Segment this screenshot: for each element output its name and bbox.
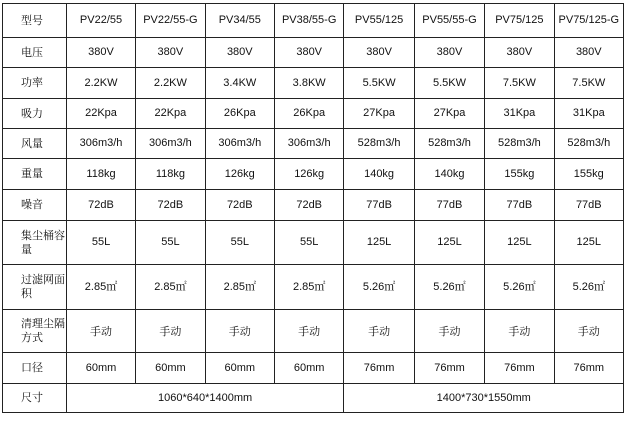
spec-value: 2.85㎡ [274,265,343,310]
spec-value: 55L [66,221,135,265]
spec-value: 126kg [205,159,274,190]
header-label: 型号 [3,4,67,38]
spec-value: 22Kpa [136,99,205,129]
spec-value: 2.85㎡ [205,265,274,310]
spec-label: 电压 [3,38,67,68]
spec-value: 72dB [66,190,135,221]
spec-value: 55L [205,221,274,265]
spec-value: 306m3/h [136,129,205,159]
spec-label: 功率 [3,68,67,99]
spec-value: 22Kpa [66,99,135,129]
spec-value: 5.26㎡ [344,265,414,310]
spec-row [3,190,624,221]
spec-row [3,353,624,384]
spec-value: 5.26㎡ [554,265,623,310]
spec-value: 2.85㎡ [136,265,205,310]
spec-row [3,265,624,310]
spec-label: 风量 [3,129,67,159]
spec-value: 2.85㎡ [66,265,135,310]
spec-label: 吸力 [3,99,67,129]
spec-label: 口径 [3,353,67,384]
spec-value: 手动 [414,310,484,353]
spec-value: 126kg [274,159,343,190]
spec-row [3,310,624,353]
spec-value: 306m3/h [274,129,343,159]
spec-label: 重量 [3,159,67,190]
spec-value: 手动 [485,310,554,353]
spec-value: 26Kpa [274,99,343,129]
spec-value: 60mm [136,353,205,384]
spec-value: 76mm [344,353,414,384]
spec-value: 5.26㎡ [414,265,484,310]
model-name: PV22/55 [66,4,135,38]
spec-value: 380V [136,38,205,68]
header-row [3,4,624,38]
spec-value: 306m3/h [66,129,135,159]
spec-value: 380V [66,38,135,68]
spec-row [3,38,624,68]
spec-value: 306m3/h [205,129,274,159]
model-name: PV55/125 [344,4,414,38]
spec-value: 手动 [344,310,414,353]
spec-label: 噪音 [3,190,67,221]
size-value: 1400*730*1550mm [344,384,624,413]
spec-value: 76mm [554,353,623,384]
spec-value: 27Kpa [344,99,414,129]
spec-row [3,68,624,99]
spec-row [3,129,624,159]
spec-value: 手动 [554,310,623,353]
spec-value: 528m3/h [414,129,484,159]
model-name: PV55/55-G [414,4,484,38]
size-row [3,384,624,413]
spec-value: 手动 [205,310,274,353]
spec-value: 125L [344,221,414,265]
spec-value: 380V [414,38,484,68]
spec-value: 125L [414,221,484,265]
spec-value: 72dB [205,190,274,221]
spec-value: 31Kpa [485,99,554,129]
spec-value: 77dB [344,190,414,221]
model-name: PV34/55 [205,4,274,38]
spec-value: 手动 [274,310,343,353]
spec-value: 60mm [274,353,343,384]
spec-value: 5.26㎡ [485,265,554,310]
spec-value: 380V [344,38,414,68]
spec-value: 7.5KW [485,68,554,99]
spec-value: 72dB [136,190,205,221]
size-value: 1060*640*1400mm [66,384,344,413]
spec-value: 3.4KW [205,68,274,99]
spec-value: 140kg [344,159,414,190]
spec-label: 过滤网面积 [3,265,67,310]
spec-value: 76mm [485,353,554,384]
size-label: 尺寸 [3,384,67,413]
spec-value: 7.5KW [554,68,623,99]
spec-value: 72dB [274,190,343,221]
spec-value: 125L [554,221,623,265]
spec-value: 77dB [414,190,484,221]
spec-value: 140kg [414,159,484,190]
spec-value: 380V [485,38,554,68]
spec-value: 118kg [66,159,135,190]
spec-value: 5.5KW [414,68,484,99]
model-name: PV75/125-G [554,4,623,38]
spec-value: 380V [554,38,623,68]
spec-value: 155kg [485,159,554,190]
spec-label: 清理尘隔方式 [3,310,67,353]
spec-table [2,3,624,413]
model-name: PV75/125 [485,4,554,38]
spec-value: 125L [485,221,554,265]
spec-value: 60mm [205,353,274,384]
spec-value: 2.2KW [66,68,135,99]
spec-label: 集尘桶容量 [3,221,67,265]
spec-value: 5.5KW [344,68,414,99]
spec-value: 手动 [136,310,205,353]
spec-value: 3.8KW [274,68,343,99]
model-name: PV38/55-G [274,4,343,38]
spec-value: 31Kpa [554,99,623,129]
spec-value: 60mm [66,353,135,384]
spec-value: 26Kpa [205,99,274,129]
spec-value: 528m3/h [485,129,554,159]
spec-value: 77dB [554,190,623,221]
spec-value: 27Kpa [414,99,484,129]
spec-row [3,159,624,190]
spec-value: 77dB [485,190,554,221]
spec-value: 55L [136,221,205,265]
spec-value: 55L [274,221,343,265]
spec-value: 528m3/h [344,129,414,159]
spec-row [3,221,624,265]
spec-value: 380V [274,38,343,68]
spec-value: 380V [205,38,274,68]
model-name: PV22/55-G [136,4,205,38]
spec-value: 2.2KW [136,68,205,99]
spec-value: 528m3/h [554,129,623,159]
spec-value: 76mm [414,353,484,384]
spec-row [3,99,624,129]
spec-value: 155kg [554,159,623,190]
spec-value: 手动 [66,310,135,353]
spec-value: 118kg [136,159,205,190]
